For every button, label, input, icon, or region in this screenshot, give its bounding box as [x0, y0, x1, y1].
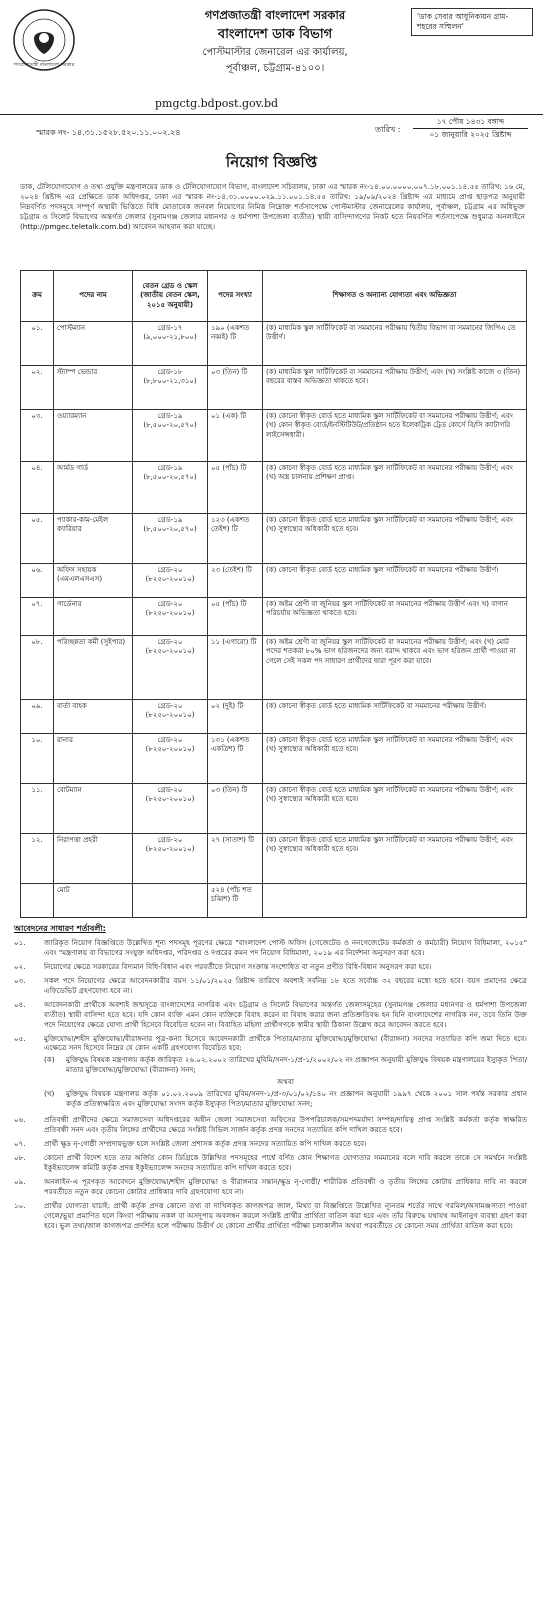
date-english: ০১ জানুয়ারি ২০২৫ খ্রিষ্টাব্দ: [429, 130, 512, 140]
condition-text: প্রতিবন্ধী প্রার্থীদের ক্ষেত্রে সমাজসেবা অধিদপ্তরের অধীন জেলা সমাজসেবা অফিসের উপপরিচালক/সমপদমর্যাদা সম্পন্ন/দায়িত্ব প্রাপ্ত সংশ্লিষ্ট কর্মকর্তা কর্তৃক স্বাক্ষরিত প্রতিবন্ধী সনদ এবং তৃতীয় লিঙ্গের প্রার্থীদের ক্ষেত্রে সংশ্লিষ্ট সিভিল সার্জন কর্তৃক প্রদত্ত সনদের সত্যায়িত কপি দাখিল করতে হবে।: [44, 1115, 527, 1134]
vacancy-table: [20, 270, 527, 918]
cell-pay-grade: গ্রেড-১৯ (৮,৫০০-২০,৫৭০): [133, 462, 208, 514]
condition-text: জারিকৃত নিয়োগ বিজ্ঞপ্তিতে উল্লেখিত শূন্য পদসমূহ পূরণের ক্ষেত্রে "বাংলাদেশ পোস্ট অফিস (গেজেটেড ও ননগেজেটেড কর্মকর্তা ও কর্মচারী) নিয়োগ বিধিমালা, ২০১৫" এবং "মন্ত্রণালয় বা বিভাগের সংযুক্ত অধিদপ্তর, পরিদপ্তর ও দপ্তরের কমন পদ নিয়োগ বিধিমালা, ২০১৯ এর নির্দেশনা অনুসরণ করা হবে।: [44, 938, 527, 957]
cell-serial: ০৯.: [21, 700, 54, 734]
condition-item: [14, 1115, 527, 1135]
table-total-row: [21, 884, 527, 918]
letterhead: [0, 0, 543, 140]
condition-item: [14, 1201, 527, 1231]
cell-post-name: রানার: [54, 734, 133, 784]
condition-item: [14, 1000, 527, 1030]
table-row: [21, 834, 527, 884]
cell-qualification: (ক) কোনো স্বীকৃত বোর্ড হতে মাধ্যমিক স্কুল সার্টিফিকেট বা সমমানের পরীক্ষায় উত্তীর্ণ; এবং (খ) সুস্বাস্থ্যের অধিকারী হতে হবে।: [263, 514, 527, 564]
cell-serial: ০৩.: [21, 410, 54, 462]
government-name: গণপ্রজাতন্ত্রী বাংলাদেশ সরকার: [204, 8, 346, 22]
condition-text: প্রার্থীর যোগ্যতা যাচাই: প্রার্থী কর্তৃক প্রদত্ত কোনো তথ্য বা দাখিলকৃত কাগজপত্র জাল, মিথ্যা বা বিজ্ঞপ্তিতে উল্লেখিত ন্যূনতম শর্তের সাথে গরমিল/অসামঞ্জস্যতা পাওয়া গেলে/ভুয়া প্রমাণিত হলে কিংবা পরীক্ষায় নকল বা অসদুপায় অবলম্বন করলে সংশ্লিষ্ট প্রার্থীর প্রার্থিতা বাতিল করা হবে এবং তাঁর বিরুদ্ধে যথাযথ আইনানুগ ব্যবস্থা গ্রহণ করা হবে। ভুল তথ্য/জাল কাগজপত্র প্রদর্শিত হলে পরীক্ষায় উত্তীর্ণ যে কোনো প্রার্থীর প্রার্থিতা পরীক্ষা চলাকালীন অথবা পরবর্তীতে যে কোনো সময় প্রার্থিতা বাতিল করা হবে।: [44, 1200, 527, 1230]
condition-number: ০২.: [14, 961, 26, 971]
or-separator: অথবা: [277, 1077, 294, 1087]
cell-serial: ০৭.: [21, 598, 54, 636]
date-label: তারিখ :: [375, 125, 401, 134]
cell-post-count: ০৩ (তিন) টি: [208, 366, 263, 410]
cell-post-name: স্ট্যাম্প ভেন্ডার: [54, 366, 133, 410]
cell-post-count: ০১ (এক) টি: [208, 410, 263, 462]
cell-post-name: নিরাপত্তা প্রহরী: [54, 834, 133, 884]
cell-qualification: (ক) কোনো স্বীকৃত বোর্ড হতে মাধ্যমিক স্কুল সার্টিফিকেট বা সমমানের পরীক্ষায় উত্তীর্ণ; এবং (খ) অস্ত্র চালনায় প্রশিক্ষণ প্রাপ্ত।: [263, 462, 527, 514]
condition-number: ০৬.: [14, 1115, 26, 1125]
condition-number: ০৮.: [14, 1152, 26, 1162]
conditions-title: আবেদনের সাধারণ শর্তাবলী:: [14, 924, 106, 933]
cell-serial: ০৬.: [21, 564, 54, 598]
condition-number: ০৯.: [14, 1176, 26, 1186]
table-row: [21, 636, 527, 700]
condition-text: সকল পদে নিয়োগের ক্ষেত্রে আবেদনকারীর বয়স ১১/০১/২০২৫ খ্রিষ্টাব্দ তারিখে অবশ্যই সর্বনিম্ন ১৮ হতে সর্বোচ্চ ৩২ বছরের মধ্যে হতে হবে। বয়স প্রমাণের ক্ষেত্রে এফিডেভিট গ্রহণযোগ্য হবে না।: [44, 975, 527, 995]
cell-pay-grade: গ্রেড-১৯ (৮,৫০০-২০,৫৭০): [133, 514, 208, 564]
cell-post-name: গার্ডেনার: [54, 598, 133, 636]
cell-serial: ০১.: [21, 322, 54, 366]
condition-number: ০৪.: [14, 999, 26, 1009]
cell-qualification: (ক) কোনো স্বীকৃত বোর্ড হতে মাধ্যমিক স্কুল সার্টিফিকেট বা সমমানের পরীক্ষায় উত্তীর্ণ; এবং (খ) সুস্বাস্থ্যের অধিকারী হতে হবে।: [263, 734, 527, 784]
condition-number: ০৩.: [14, 975, 26, 985]
cell-post-count: ২৩ (তেইশ) টি: [208, 564, 263, 598]
table-row: [21, 700, 527, 734]
cell-pay-grade: গ্রেড-২০ (৮২৫০-২০০১০): [133, 700, 208, 734]
condition-subitem: [44, 1055, 527, 1075]
conditions-list: [14, 938, 527, 1234]
office-heading: [110, 6, 440, 75]
table-row: [21, 598, 527, 636]
table-row: [21, 462, 527, 514]
cell-serial: ১০.: [21, 734, 54, 784]
cell-serial: ০৫.: [21, 514, 54, 564]
cell-pay-grade: গ্রেড-১৭ (৯,০০০-২১,৮০০): [133, 322, 208, 366]
memo-number: স্মারক নং- ১৪.৩১.১৫২৮.৫২০.১১.০০২.২৪: [36, 128, 181, 137]
condition-number: ০৫.: [14, 1033, 26, 1043]
condition-text: প্রার্থী ক্ষুদ্র নৃ-গোষ্ঠী সম্প্রদায়ভুক্ত হলে সংশ্লিষ্ট জেলা প্রশাসক কর্তৃক প্রদত্ত সনদের সত্যায়িত কপি দাখিল করতে হবে।: [44, 1138, 367, 1148]
subitem-number: (খ): [44, 1089, 55, 1099]
condition-text: কোনো প্রার্থী বিদেশ হতে তার অর্জিত কোন ডিগ্রিকে উল্লিখিত পদসমূহের পার্শ্বে বর্ণিত কোন শিক্ষাগত যোগ্যতার সমমানের বলে দাবি করলে তাকে সে সমর্থনে সংশ্লিষ্ট ইকুইভ্যালেন্স কমিটি কর্তৃক প্রদত্ত ইকুইভ্যালেন্স সনদের সত্যায়িত কপি দাখিল করতে হবে।: [44, 1152, 527, 1172]
cell-post-name: পোস্টম্যান: [54, 322, 133, 366]
cell-pay-grade: গ্রেড-২০ (৮২৫০-২০০১০): [133, 784, 208, 834]
cell-serial: ০৪.: [21, 462, 54, 514]
office-address: পূর্বাঞ্চল, চট্টগ্রাম-৪১০০।: [225, 62, 325, 74]
cell-serial: ০৮.: [21, 636, 54, 700]
condition-number: ১০.: [14, 1200, 26, 1210]
condition-text: নিয়োগের ক্ষেত্রে সরকারের বিদ্যমান বিধি-বিধান এবং পরবর্তীতে নিয়োগ সংক্রান্ত সংশোধিত বা নতুন প্রণীত বিধি-বিধান অনুসরণ করা হবে।: [44, 961, 432, 971]
total-label: মোট: [54, 884, 133, 918]
department-name: বাংলাদেশ ডাক বিভাগ: [217, 26, 333, 42]
cell-pay-grade: গ্রেড-২০ (৮২৫০-২০০১০): [133, 598, 208, 636]
condition-item: [14, 1034, 527, 1112]
total-count: ৫২৪ (পাঁচ শত চব্বিশ) টি: [208, 884, 263, 918]
subitem-text: মুক্তিযুদ্ধ বিষয়ক মন্ত্রণালয় কর্তৃক ০১.০২.২০০৯ তারিখের মুবিম/সনদ-১/প্র-৩/০১/০২/১৪০ নং প্রজ্ঞাপন অনুযায়ী ১৯৯৭ থেকে ২০০১ সাল পর্যন্ত সরকার প্রধান কর্তৃক প্রতিস্বাক্ষরিত এবং মুক্তিযোদ্ধা সংসদ কর্তৃক ইস্যুকৃত পিতা/মাতার মুক্তিযোদ্ধা সনদ;: [66, 1089, 527, 1109]
cell-post-count: ১৩১ (একশত একত্রিশ) টি: [208, 734, 263, 784]
cell-post-name: পরিচ্ছন্নতা কর্মী (সুইপার): [54, 636, 133, 700]
cell-post-name: বোটম্যান: [54, 784, 133, 834]
table-header-row: [21, 271, 527, 322]
condition-subitem: [44, 1089, 527, 1109]
government-seal-icon: [12, 8, 76, 72]
cell-post-name: প্যাকার-কাম-মেইল ক্যারিয়ার: [54, 514, 133, 564]
col-grade: বেতন গ্রেড ও স্কেল (জাতীয় বেতন স্কেল, ২০১৫ অনুযায়ী): [133, 271, 208, 322]
cell-qualification: (ক) অষ্টম শ্রেণী বা জুনিয়র স্কুল সার্টিফিকেট বা সমমানের পরীক্ষায় উত্তীর্ণ; এবং (খ) মোট পদের শতকরা ৮০% ভাগ হরিজনদের জন্য বরাদ্দ থাকবে এবং ভাগ হরিজন প্রার্থী পাওয়া না গেলে সেই সকল পদ সাধারণ প্রার্থীদের দ্বারা পূরণ করা যাবে।: [263, 636, 527, 700]
cell-qualification: (ক) কোনো স্বীকৃত বোর্ড হতে মাধ্যমিক স্কুল সার্টিফিকেট বা সমমানের পরীক্ষায় উত্তীর্ণ; এবং (খ) সুস্বাস্থ্যের অধিকারী হতে হবে।: [263, 834, 527, 884]
condition-item: [14, 962, 527, 972]
cell-serial: ০২.: [21, 366, 54, 410]
cell-qualification: (ক) কোনো স্বীকৃত বোর্ড হতে মাধ্যমিক সার্টিফিকেট বা সমমানের পরীক্ষায় উত্তীর্ণ।: [263, 700, 527, 734]
table-row: [21, 514, 527, 564]
cell-post-count: ১৯০ (একশত নব্বই) টি: [208, 322, 263, 366]
cell-pay-grade: গ্রেড-২০ (৮২৫০-২০০১০): [133, 564, 208, 598]
condition-item: [14, 938, 527, 958]
date-bangla: ১৭ পৌষ ১৪৩১ বঙ্গাব্দ: [413, 116, 528, 129]
cell-serial: ১২.: [21, 834, 54, 884]
cell-post-count: ০৫ (পাঁচ) টি: [208, 598, 263, 636]
col-count: পদের সংখ্যা: [208, 271, 263, 322]
seal-text: গণপ্রজাতন্ত্রী বাংলাদেশ সরকার: [13, 62, 75, 68]
cell-qualification: (ক) কোনো স্বীকৃত বোর্ড হতে মাধ্যমিক স্কুল সার্টিফিকেট বা সমমানের পরীক্ষায় উত্তীর্ণ; এবং (খ) সুস্বাস্থ্যের অধিকারী হতে হবে।: [263, 784, 527, 834]
table-row: [21, 784, 527, 834]
notice-intro: ডাক, টেলিযোগাযোগ ও তথ্য প্রযুক্তি মন্ত্রণালয়ের ডাক ও টেলিযোগাযোগ বিভাগ, বাংলাদেশ সচিবালয়, ঢাকা এর স্মারক নং-১৪.০০.০০০০.০০৭.১৮.০০১.১৪.৫৫ তারিখ: ১৬ মে, ২০২৪ খ্রিষ্টাব্দ এর প্রেক্ষিতে ডাক অধিদপ্তর, ঢাকা এর স্মারক নং-১৪.৩১.০০০০.০২৯.১১.০০১.১৪.৫৫ তারিখ: ১৯/০৯/২০২৪ খ্রিষ্টাব্দ এর মাধ্যমে প্রাপ্ত ছাড়পত্র অনুযায়ী নিম্নবর্ণিত পদসমূহে সম্পূর্ণ অস্থায়ী ভিত্তিতে বিধি মোতাবেক জনবল নিয়োগের নিমিত্ত নিম্নোক্ত শর্তসাপেক্ষে পোস্টমাস্টার জেনারেলের কার্যালয়, পূর্বাঞ্চল, চট্টগ্রাম এর অধিভুক্ত চট্টগ্রাম ও সিলেট বিভাগের অন্তর্গত জেলার (সুনামগঞ্জ জেলার মধ্যনগর ও ধর্মপাশা উপজেলা ব্যতীত) স্থায়ী বাসিন্দাগণের নিকট হতে নিয়বর্ণিত শর্তসাপেক্ষে শুধুমাত্র অনলাইনে (http://pmgec.teletalk.com.bd) আবেদন আহবান করা যাচ্ছে।: [20, 182, 525, 232]
cell-qualification: (ক) মাধ্যমিক স্কুল সার্টিফিকেট বা সমমানের পরীক্ষায় উত্তীর্ণ; এবং (খ) সংশ্লিষ্ট কাজে ৩ (তিন) বছরের বাস্তব অভিজ্ঞতা থাকতে হবে।: [263, 366, 527, 410]
table-row: [21, 564, 527, 598]
condition-text: অনলাইন-এ পূরণকৃত আবেদনে মুক্তিযোদ্ধা/শহীদ মুক্তিযোদ্ধা ও বীরাঙ্গনার সন্তান/ক্ষুদ্র নৃ-গোষ্ঠী/ শারীরিক প্রতিবন্ধী ও তৃতীয় লিঙ্গের কোটায় প্রাধিকার দাবি না করলে পরবর্তীতে নতুন করে কোনো কোটার প্রাধিকার দাবি গ্রহণযোগ্য হবে না।: [44, 1176, 527, 1196]
cell-post-name: আর্মড গার্ড: [54, 462, 133, 514]
date-box: [413, 116, 528, 141]
condition-text: আবেদনকারী প্রার্থীকে অবশ্যই জন্মসূত্রে বাংলাদেশের নাগরিক এবং চট্টগ্রাম ও সিলেট বিভাগের অন্তর্গত জেলাসমূহের (সুনামগঞ্জ জেলার মধ্যনগর ও ধর্মপাশা উপজেলা ব্যতীত) স্থায়ী বাসিন্দা হতে হবে। যদি কোন ব্যক্তি এমন কোন ব্যক্তিকে বিবাহ করেন বা বিবাহ করার জন্য প্রতিশ্রুতিবদ্ধ হন যিনি বাংলাদেশের নাগরিক নন, তবে তিনি উক্ত পদে নিয়োগের ক্ষেত্রে যোগ্য প্রার্থী হিসেবে বিবেচিত হবেন না। বিবাহিত মহিলা প্রার্থীগণকে স্বামীর স্থায়ী ঠিকানা উল্লেখ করে আবেদন করতে হবে।: [44, 999, 527, 1029]
cell-pay-grade: গ্রেড-২০ (৮২৫০-২০০১০): [133, 834, 208, 884]
table-row: [21, 734, 527, 784]
cell-serial: ১১.: [21, 784, 54, 834]
condition-item: [14, 1177, 527, 1197]
subitem-text: মুক্তিযুদ্ধ বিষয়ক মন্ত্রণালয় কর্তৃক জারিকৃত ২৬.০২.২০০২ তারিখের মুবিমি/সনদ-১/প্র-১/২০০২/০২ নং প্রজ্ঞাপন অনুযায়ী মুক্তিযুদ্ধ বিষয়ক মন্ত্রণালয়ের ইস্যুকৃত পিতা/মাতার মুক্তিযোদ্ধা/মুক্তিযোদ্ধা (বীরাঙ্গনা) সনদ;: [66, 1055, 527, 1075]
slogan-box: 'ডাক সেবার আধুনিকায়ন গ্রাম-শহরের সম্মিলন': [411, 8, 533, 36]
condition-text: মুক্তিযোদ্ধা/শহীদ মুক্তিযোদ্ধা/বীরাঙ্গনার পুত্র-কন্যা হিসেবে আবেদনকারী প্রার্থীকে পিতার/মাতার মুক্তিযোদ্ধা/মুক্তিযোদ্ধা (বীরাঙ্গনা) সনদের সত্যায়িত কপি জমা দিতে হবে। এক্ষেত্রে সনদ হিসেবে নিম্নের যে কোন একটি গ্রহণযোগ্য বিবেচিত হবে:: [44, 1033, 527, 1053]
condition-item: [14, 1139, 527, 1149]
table-row: [21, 410, 527, 462]
cell-post-name: ওয়্যারম্যান: [54, 410, 133, 462]
condition-item: [14, 1153, 527, 1173]
table-row: [21, 366, 527, 410]
col-post: পদের নাম: [54, 271, 133, 322]
table-row: [21, 322, 527, 366]
col-serial: ক্রম: [21, 271, 54, 322]
cell-post-count: ২৭ (সাতাশ) টি: [208, 834, 263, 884]
cell-post-count: ০৫ (পাঁচ) টি: [208, 462, 263, 514]
cell-pay-grade: গ্রেড-২০ (৮২৫০-২০০১০): [133, 636, 208, 700]
cell-post-count: ০২ (দুই) টি: [208, 700, 263, 734]
cell-pay-grade: গ্রেড-১৯ (৮,৫০০-২০,৫৭০): [133, 410, 208, 462]
condition-item: [14, 976, 527, 996]
cell-post-count: ১১ (এগারো) টি: [208, 636, 263, 700]
cell-qualification: (ক) অষ্টম শ্রেণী বা জুনিয়র স্কুল সার্টিফিকেট বা সমমানের পরীক্ষায় উত্তীর্ণ এবং খ) বাগান পরিচর্যায় অভিজ্ঞতা থাকতে হবে।: [263, 598, 527, 636]
condition-number: ০১.: [14, 938, 26, 947]
header-divider: [0, 114, 543, 115]
cell-pay-grade: গ্রেড-২০ (৮২৫০-২০০১০): [133, 734, 208, 784]
cell-post-count: ১২৩ (একশত তেইশ) টি: [208, 514, 263, 564]
cell-qualification: (ক) কোনো স্বীকৃত বোর্ড হতে মাধ্যমিক স্কুল সার্টিফিকেট বা সমমানের পরীক্ষায় উত্তীর্ণ; এবং (খ) কোন স্বীকৃত বোর্ড/ইনস্টিটিউট/প্রতিষ্ঠান হতে ইলেকট্রিক ট্রেড কোর্সে বি/সি ক্যাটাগরি লাইসেন্সধারী।: [263, 410, 527, 462]
cell-pay-grade: গ্রেড-১৮ (৮,৮০০-২১,৩১০): [133, 366, 208, 410]
office-name: পোস্টমাস্টার জেনারেল এর কার্যালয়,: [202, 47, 348, 59]
cell-qualification: (ক) মাধ্যমিক স্কুল সার্টিফিকেট বা সমমানের পরীক্ষায় দ্বিতীয় বিভাগ বা সমমানের জিপিএ তে উত্তীর্ণ।: [263, 322, 527, 366]
condition-number: ০৭.: [14, 1138, 26, 1148]
col-qualification: শিক্ষাগত ও অন্যান্য যোগ্যতা এবং অভিজ্ঞতা: [263, 271, 527, 322]
cell-post-name: বার্তা বাহক: [54, 700, 133, 734]
subitem-number: (ক): [44, 1055, 55, 1065]
website-link[interactable]: pmgctg.bdpost.gov.bd: [155, 97, 279, 110]
cell-qualification: (ক) কোনো স্বীকৃত বোর্ড হতে মাধ্যমিক স্কুল সার্টিফিকেট বা সমমানের পরীক্ষায় উত্তীর্ণ।: [263, 564, 527, 598]
cell-post-name: অফিস সহায়ক (এমএলএসএস): [54, 564, 133, 598]
cell-post-count: ০৩ (তিন) টি: [208, 784, 263, 834]
notice-title: নিয়োগ বিজ্ঞপ্তি: [225, 153, 318, 171]
